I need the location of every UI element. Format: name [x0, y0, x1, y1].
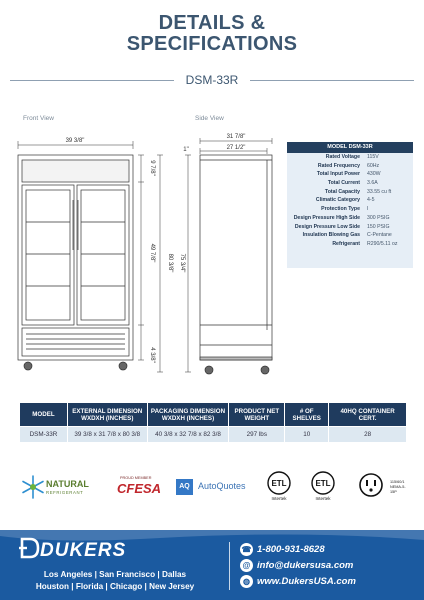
table-header-cell: # OF SHELVES: [285, 403, 329, 427]
cities-line1: Los Angeles | San Francisco | Dallas: [43, 570, 187, 579]
footer: [0, 530, 424, 600]
snowflake-icon: [20, 474, 46, 500]
table-cell: 10: [285, 427, 329, 443]
nema-line2: NEMA-5-15P: [390, 485, 406, 494]
table-cell: 40 3/8 x 32 7/8 x 82 3/8: [147, 427, 229, 443]
spec-value: C-Pentane: [367, 232, 392, 239]
svg-text:ETL: ETL: [315, 479, 331, 488]
front-height-dim: 80 3/8": [167, 253, 173, 273]
spec-value: 33.55 cu ft: [367, 188, 392, 195]
nema-label: [390, 480, 408, 495]
spec-label: Insulation Blowing Gas: [302, 232, 360, 239]
side-width-inner-dim: 27 1/2": [226, 145, 246, 151]
footer-divider: [229, 542, 230, 590]
front-view-label: Front View: [23, 115, 54, 122]
front-view-cabinet: [18, 155, 133, 370]
spec-row: [287, 188, 413, 197]
page-title-line1: DETAILS &: [158, 12, 266, 34]
spec-label: Total Current: [327, 180, 360, 187]
phone-icon: ☎: [241, 545, 252, 554]
svg-text:ETL: ETL: [271, 479, 287, 488]
globe-icon: ◍: [240, 575, 253, 588]
front-dim-mid: 49 7/8": [149, 243, 155, 263]
spec-value: I: [367, 206, 369, 213]
spec-value: 4-5: [367, 197, 375, 204]
autoquotes-icon: AQ: [176, 479, 193, 495]
email-address[interactable]: info@dukersusa.com: [257, 560, 354, 572]
spec-row: [287, 223, 413, 232]
spec-value: 60Hz: [367, 162, 380, 169]
natural-refrigerant-sub: REFRIGERANT: [46, 490, 84, 495]
website-link[interactable]: www.DukersUSA.com: [257, 576, 356, 588]
email-icon: @: [240, 559, 253, 572]
side-view-label: Side View: [195, 115, 224, 122]
contact-website[interactable]: [240, 575, 356, 588]
natural-refrigerant-logo: NATURAL: [46, 479, 89, 489]
spec-label: Refrigerant: [332, 240, 360, 247]
table-header-cell: EXTERNAL DIMENSION WXDXH (INCHES): [67, 403, 147, 427]
spec-label: Total Input Power: [316, 171, 360, 178]
side-height-dim: 75 3/4": [179, 253, 185, 273]
table-cell: 297 lbs: [229, 427, 285, 443]
cfesa-pre-label: PROUD MEMBER: [120, 476, 152, 480]
etl-caption-2: Intertek: [315, 496, 331, 501]
spec-label: Rated Frequency: [317, 162, 360, 169]
spec-panel-title: MODEL DSM-33R: [287, 142, 413, 153]
contact-phone[interactable]: [240, 543, 325, 556]
table-cell: 28: [329, 427, 407, 443]
spec-value: 430W: [367, 171, 381, 178]
spec-row: [287, 170, 413, 179]
front-dim-top: 9 7/8": [149, 160, 155, 176]
etl-sanitation-icon: [310, 470, 336, 496]
phone-number[interactable]: 1-800-931-8628: [257, 544, 325, 556]
spec-label: Rated Voltage: [325, 154, 360, 160]
table-cell: 39 3/8 x 31 7/8 x 80 3/8: [67, 427, 147, 443]
spec-label: Total Capacity: [324, 188, 360, 195]
cities-line2: Houston | Florida | Chicago | New Jersey: [35, 582, 195, 591]
spec-row: [287, 205, 413, 214]
nema-line1: 115/60/1: [390, 480, 405, 484]
page-title-line2: SPECIFICATIONS: [126, 33, 298, 55]
table-header-cell: MODEL: [20, 403, 68, 427]
front-width-dim: 39 3/8": [65, 138, 85, 144]
dukers-brand: DUKERS: [40, 540, 127, 561]
table-header-cell: PRODUCT NET WEIGHT: [229, 403, 285, 427]
spec-value: 150 PSIG: [367, 223, 390, 230]
spec-value: 115V: [367, 154, 379, 160]
table-header-cell: 40HQ CONTAINER CERT.: [329, 403, 407, 427]
spec-value: 3.6A: [367, 180, 378, 187]
spec-row: [287, 214, 413, 223]
logo-row: [18, 466, 408, 508]
dimensions-table-body: [20, 427, 407, 443]
spec-row: [287, 179, 413, 188]
contact-email[interactable]: [240, 559, 353, 572]
dimensions-table-header: [20, 403, 407, 427]
spec-label: Climatic Category: [315, 197, 360, 204]
front-dim-bottom: 4 3/8": [149, 347, 155, 363]
cfesa-logo: CFESA: [117, 481, 162, 496]
spec-row: [287, 162, 413, 171]
spec-value: R290/5.11 oz: [367, 240, 398, 247]
spec-label: Protection Type: [321, 206, 360, 213]
plug-outlet-icon: [358, 472, 384, 498]
table-row: [20, 427, 407, 443]
spec-value: 300 PSIG: [367, 214, 390, 221]
etl-caption-1: Intertek: [271, 496, 287, 501]
cities-list: [30, 569, 200, 593]
table-header-cell: PACKAGING DIMENSION WXDXH (INCHES): [147, 403, 229, 427]
spec-label: Design Pressure High Side: [293, 214, 360, 221]
dukers-logo-icon: [18, 536, 40, 560]
side-view-cabinet: [200, 155, 272, 374]
spec-label: Design Pressure Low Side: [294, 223, 360, 230]
spec-row: [287, 153, 413, 162]
dimensions-table: [19, 402, 407, 443]
model-name: DSM-33R: [185, 73, 239, 87]
spec-row: [287, 231, 413, 240]
side-dim-small: 1": [183, 147, 189, 153]
autoquotes-logo: AutoQuotes: [198, 481, 246, 491]
side-width-outer-dim: 31 7/8": [226, 134, 246, 140]
spec-row: [287, 196, 413, 205]
etl-listed-icon: [266, 470, 292, 496]
table-cell: DSM-33R: [20, 427, 68, 443]
spec-row: [287, 240, 413, 249]
spec-rows: [287, 153, 413, 249]
spec-panel: [287, 142, 413, 268]
